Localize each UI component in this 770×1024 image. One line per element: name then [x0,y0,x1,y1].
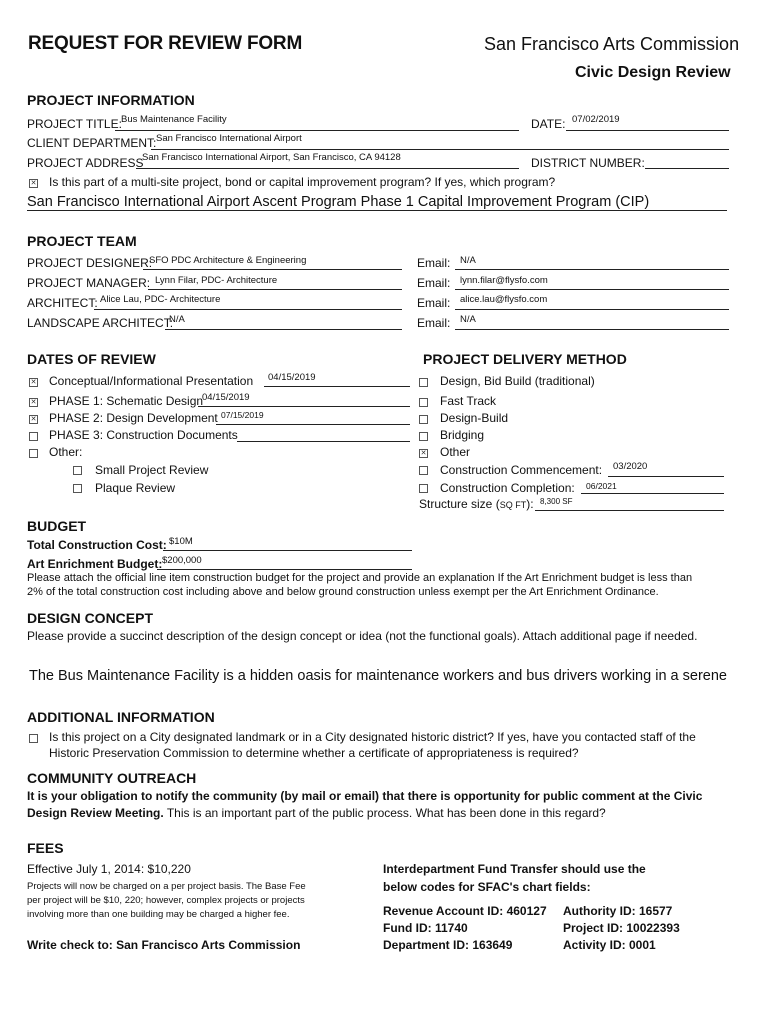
project-manager-field[interactable] [148,289,402,290]
conceptual-date-field[interactable] [264,386,410,387]
landscape-architect-label: LANDSCAPE ARCHITECT: [27,316,174,330]
manager-email-field[interactable] [455,289,729,290]
project-title-value: Bus Maintenance Facility [121,114,227,125]
other-delivery-label: Other [440,445,471,459]
conceptual-label: Conceptual/Informational Presentation [49,374,254,388]
fees-check-payable: Write check to: San Francisco Arts Commission [27,938,301,952]
phase1-label: PHASE 1: Schematic Design [49,394,204,408]
phase3-date-field[interactable] [237,441,410,442]
activity-id: Activity ID: 0001 [563,938,656,952]
section-project-information: PROJECT INFORMATION [27,92,195,108]
form-title: REQUEST FOR REVIEW FORM [28,33,303,54]
budget-note-line1: Please attach the official line item construction budget for the project and provide an explanation If the Art Enrichment budget is less than [27,572,693,584]
architect-label: ARCHITECT: [27,296,98,310]
historic-district-checkbox[interactable] [29,734,38,743]
bridging-checkbox[interactable] [419,432,428,441]
phase3-label: PHASE 3: Construction Documents [49,428,238,442]
landscape-email-label: Email: [417,316,451,330]
section-dates-of-review: DATES OF REVIEW [27,351,156,367]
architect-value: Alice Lau, PDC- Architecture [100,294,221,305]
multisite-question: Is this part of a multi-site project, bond or capital improvement program? If yes, which program? [49,175,556,189]
form-subtitle: Civic Design Review [575,64,731,81]
phase2-checkbox[interactable]: ✕ [30,416,37,423]
completion-checkbox[interactable] [419,484,428,493]
section-design-concept: DESIGN CONCEPT [27,610,154,626]
date-label: DATE: [531,117,566,131]
conceptual-checkbox[interactable]: ✕ [30,379,37,386]
client-department-label: CLIENT DEPARTMENT: [27,136,157,150]
multisite-checkbox[interactable]: ✕ [30,180,37,187]
designer-email-label: Email: [417,256,451,270]
design-bid-build-label: Design, Bid Build (traditional) [440,374,595,388]
phase2-date-field[interactable] [216,424,410,425]
structure-size-value: 8,300 SF [540,497,573,506]
art-enrichment-budget-field[interactable] [157,569,412,570]
structure-size-unit: SQ FT [499,500,527,510]
client-department-value: San Francisco International Airport [156,133,302,144]
bridging-label: Bridging [440,428,485,442]
architect-field[interactable] [94,309,402,310]
project-title-field[interactable] [115,130,519,131]
section-budget: BUDGET [27,518,87,534]
revenue-account-id: Revenue Account ID: 460127 [383,904,547,918]
budget-note-line2: 2% of the total construction cost including above and below ground construction unless exempt per the Art Enrichment Ordinance. [27,586,659,598]
district-number-field[interactable] [645,168,729,169]
design-concept-instruction: Please provide a succinct description of the design concept or idea (not the functional goals). Attach additional page if needed. [27,629,698,643]
landscape-architect-value: N/A [169,314,185,325]
landscape-email-value: N/A [460,314,476,325]
project-designer-label: PROJECT DESIGNER: [27,256,153,270]
fees-description: Projects will now be charged on a per project basis. The Base Fee per project will be $10, 220; however, complex projects or projects involving more than one building may be charged a higher fee. [27,881,306,920]
architect-email-value: alice.lau@flysfo.com [460,294,548,305]
outreach-obligation-line2: Design Review Meeting. This is an important part of the public process. What has been done in this regard? [27,806,606,820]
phase2-label: PHASE 2: Design Development [49,411,218,425]
project-title-label: PROJECT TITLE: [27,117,122,131]
architect-email-field[interactable] [455,309,729,310]
structure-size-field[interactable] [535,510,724,511]
project-id: Project ID: 10022393 [563,921,680,935]
department-id: Department ID: 163649 [383,938,513,952]
project-address-value: San Francisco International Airport, San Francisco, CA 94128 [142,152,401,163]
client-department-field[interactable] [151,149,729,150]
authority-id: Authority ID: 16577 [563,904,673,918]
section-fees: FEES [27,840,64,856]
design-build-label: Design-Build [440,411,509,425]
art-enrichment-budget-label: Art Enrichment Budget: [27,557,163,571]
architect-email-label: Email: [417,296,451,310]
plaque-review-label: Plaque Review [95,481,176,495]
commencement-checkbox[interactable] [419,466,428,475]
fees-transfer-line2: below codes for SFAC's chart fields: [383,880,591,894]
designer-email-field[interactable] [455,269,729,270]
manager-email-label: Email: [417,276,451,290]
phase1-date-field[interactable] [198,406,410,407]
design-bid-build-checkbox[interactable] [419,378,428,387]
program-field[interactable] [27,210,727,211]
section-community-outreach: COMMUNITY OUTREACH [27,770,197,786]
historic-question-line1: Is this project on a City designated landmark or in a City designated historic district? If yes, have you contacted staff of the [49,730,696,744]
landscape-architect-field[interactable] [165,329,402,330]
outreach-obligation-line1: It is your obligation to notify the community (by mail or email) that there is opportunity for public comment at the Civic [27,789,703,803]
small-project-checkbox[interactable] [73,466,82,475]
organization-name: San Francisco Arts Commission [484,34,740,54]
manager-email-value: lynn.filar@flysfo.com [460,275,548,286]
total-construction-cost-field[interactable] [163,550,412,551]
small-project-label: Small Project Review [95,463,209,477]
section-project-team: PROJECT TEAM [27,233,137,249]
project-address-field[interactable] [136,168,519,169]
commencement-field[interactable] [608,476,724,477]
art-enrichment-budget-value: $200,000 [162,555,202,566]
designer-email-value: N/A [460,255,476,266]
date-value: 07/02/2019 [572,114,620,125]
fast-track-checkbox[interactable] [419,398,428,407]
fees-effective: Effective July 1, 2014: $10,220 [27,862,191,876]
commencement-value: 03/2020 [613,461,648,472]
project-address-label: PROJECT ADDRESS [27,156,144,170]
commencement-label: Construction Commencement: [440,463,603,477]
other-delivery-checkbox[interactable]: ✕ [420,450,427,457]
phase1-date-value: 04/15/2019 [202,392,250,403]
phase2-date-value: 07/15/2019 [221,410,264,420]
fund-id: Fund ID: 11740 [383,921,468,935]
conceptual-date-value: 04/15/2019 [268,372,316,383]
completion-value: 06/2021 [586,481,617,491]
other-review-label: Other: [49,445,83,459]
plaque-review-checkbox[interactable] [73,484,82,493]
total-construction-cost-value: $10M [169,536,193,547]
design-concept-value[interactable]: The Bus Maintenance Facility is a hidden oasis for maintenance workers and bus drivers working in a serene [29,668,727,684]
section-additional-information: ADDITIONAL INFORMATION [27,709,215,725]
district-number-label: DISTRICT NUMBER: [531,156,645,170]
project-designer-value: SFO PDC Architecture & Engineering [149,255,307,266]
project-manager-label: PROJECT MANAGER: [27,276,151,290]
historic-question-line2: Historic Preservation Commission to determine whether a certificate of appropriateness is required? [49,746,579,760]
fees-transfer-line1: Interdepartment Fund Transfer should use the [383,862,646,876]
project-manager-value: Lynn Filar, PDC- Architecture [155,275,278,286]
program-value: San Francisco International Airport Ascent Program Phase 1 Capital Improvement Program (CIP) [27,194,650,210]
completion-label: Construction Completion: [440,481,575,495]
structure-size-label: Structure size (SQ FT): [419,497,534,511]
other-review-checkbox[interactable] [29,449,38,458]
landscape-email-field[interactable] [455,329,729,330]
design-build-checkbox[interactable] [419,415,428,424]
total-construction-cost-label: Total Construction Cost: [27,538,167,552]
phase3-checkbox[interactable] [29,432,38,441]
date-field[interactable] [566,130,729,131]
completion-field[interactable] [581,493,724,494]
fast-track-label: Fast Track [440,394,497,408]
phase1-checkbox[interactable]: ✕ [30,399,37,406]
section-project-delivery-method: PROJECT DELIVERY METHOD [423,351,627,367]
project-designer-field[interactable] [143,269,402,270]
